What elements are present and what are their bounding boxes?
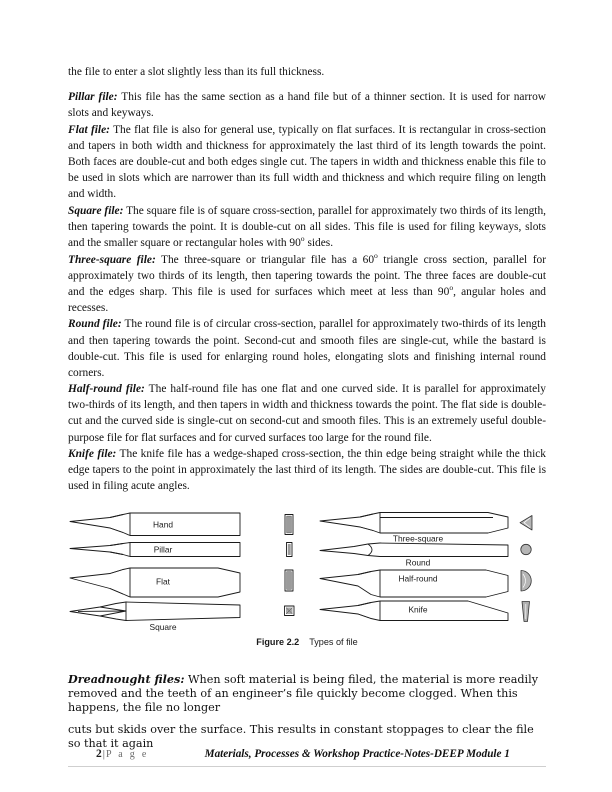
term-round-file: Round file:	[68, 318, 122, 331]
text-half-round-file: The half-round file has one flat and one curved side. It is parallel for approximately two-thirds of its length, and then tapers in width and thickness towards the point. The flat side is double-cut and the curved side is single-cut on second-cut and smooth files. This is an extremely useful double-purpose file for flat surfaces and for curved surfaces too large for the round file.	[68, 383, 546, 444]
paragraph-three-square-file	[68, 252, 546, 316]
text-three-square-before: The three-square or triangular file has a 60	[155, 253, 375, 266]
text-three-square-mid: triangle cross section, parallel for approximately two thirds of its length, then tapering towards the point. The three faces are double-cut and the edges sharp. This file is used for surfaces which meet at less than 90	[68, 253, 546, 298]
footer-separator: |	[102, 748, 105, 760]
paragraph-continuation: cuts but skids over the surface. This results in constant stoppages to clear the file so that it again	[68, 722, 534, 750]
degree-symbol: o	[449, 282, 454, 292]
text-square-file-before: The square file is of square cross-section, parallel for approximately two thirds of its length, then tapering towards the point. It is double-cut on all sides. This file is used for filing keyways, slots and the smaller square or rectangular holes with 90	[68, 204, 546, 249]
cross-section-three-square	[520, 516, 532, 531]
text-knife-file: The knife file has a wedge-shaped cross-section, the thin edge being straight while the thick edge tapers to the point in approximately the last third of its length. The sides are double-cut. This file is used in filing acute angles.	[68, 448, 546, 493]
figure-label-half-round: Half-round	[398, 573, 438, 584]
text-pillar-file: This file has the same section as a hand file but of a thinner section. It is used for narrow slots and keyways.	[68, 91, 546, 120]
paragraph-half-round-file	[68, 381, 546, 445]
file-shape-flat	[70, 568, 240, 597]
figure-label-square: Square	[149, 622, 177, 632]
paragraph-pillar-file	[68, 89, 546, 121]
body-content	[68, 64, 546, 495]
footer-page-indicator	[96, 748, 149, 760]
tail-content	[68, 672, 546, 751]
term-knife-file: Knife file:	[68, 448, 117, 461]
degree-symbol: o	[374, 250, 378, 260]
figure-drawing	[68, 508, 546, 636]
cross-section-hand	[285, 515, 293, 535]
file-shape-round	[320, 543, 508, 557]
figure-caption	[68, 637, 546, 647]
cross-section-knife	[522, 602, 530, 622]
paragraph-dreadnought-files	[68, 672, 546, 716]
figure-types-of-file	[68, 508, 546, 660]
lead-text: the file to enter a slot slightly less than its full thickness.	[68, 66, 325, 78]
degree-symbol: o	[300, 234, 305, 244]
text-dreadnought-files: When soft material is being filed, the material is more readily removed and the teeth of an engineer’s file quickly become clogged. When this happens, the file no longer	[68, 673, 539, 715]
cross-section-half-round	[521, 571, 531, 592]
figure-number: Figure 2.2	[256, 637, 300, 647]
term-square-file: Square file:	[68, 204, 124, 217]
footer-page-number: 2	[96, 748, 102, 760]
file-shape-square	[70, 602, 240, 621]
file-shape-three-square	[320, 513, 508, 534]
paragraph-knife-file	[68, 446, 546, 494]
text-square-file-after: sides.	[304, 236, 334, 249]
paragraph-square-file	[68, 203, 546, 251]
term-half-round-file: Half-round file:	[68, 383, 145, 396]
term-flat-file: Flat file:	[68, 123, 110, 136]
text-round-file: The round file is of circular cross-section, parallel for approximately two-thirds of its length and then tapering towards the point. Second-cut and smooth files are single-cut, while the bastard is double-cut. This file is used for enlarging round holes, elongating slots and finishing internal round corners.	[68, 318, 546, 379]
text-flat-file: The flat file is also for general use, typically on flat surfaces. It is rectangular in cross-section and tapers in both width and thickness for approximately the last third of its length towards the point. Both faces are double-cut and both edges single cut. The tapers in width and thickness enable this file to be used in slots which are narrower than its full width and thickness and which require filing on length and width.	[68, 123, 546, 201]
footer-page-word: P a g e	[105, 749, 149, 760]
figure-label-hand: Hand	[152, 519, 174, 530]
cross-section-square	[285, 606, 295, 616]
term-dreadnought-files: Dreadnought files:	[68, 672, 185, 686]
paragraph-flat-file	[68, 122, 546, 202]
figure-label-flat: Flat	[156, 576, 170, 587]
footer-divider	[68, 766, 546, 767]
footer-document-title: Materials, Processes & Workshop Practice-Notes-DEEP Module 1	[204, 748, 510, 760]
cross-section-round	[521, 544, 531, 554]
cross-section-flat	[285, 570, 293, 591]
paragraph-round-file	[68, 316, 546, 380]
figure-label-round: Round	[405, 557, 431, 568]
term-pillar-file: Pillar file:	[68, 91, 118, 104]
cross-section-pillar	[287, 543, 293, 557]
text-three-square-after: , angular holes and recesses.	[68, 285, 547, 314]
figure-label-three-square: Three-square	[392, 533, 444, 544]
figure-label-pillar: Pillar	[153, 544, 173, 555]
figure-label-knife: Knife	[408, 604, 428, 615]
figure-title: Types of file	[309, 637, 358, 647]
paragraph-lead	[68, 64, 546, 80]
term-three-square-file: Three-square file:	[68, 253, 156, 266]
page-footer	[68, 748, 546, 772]
